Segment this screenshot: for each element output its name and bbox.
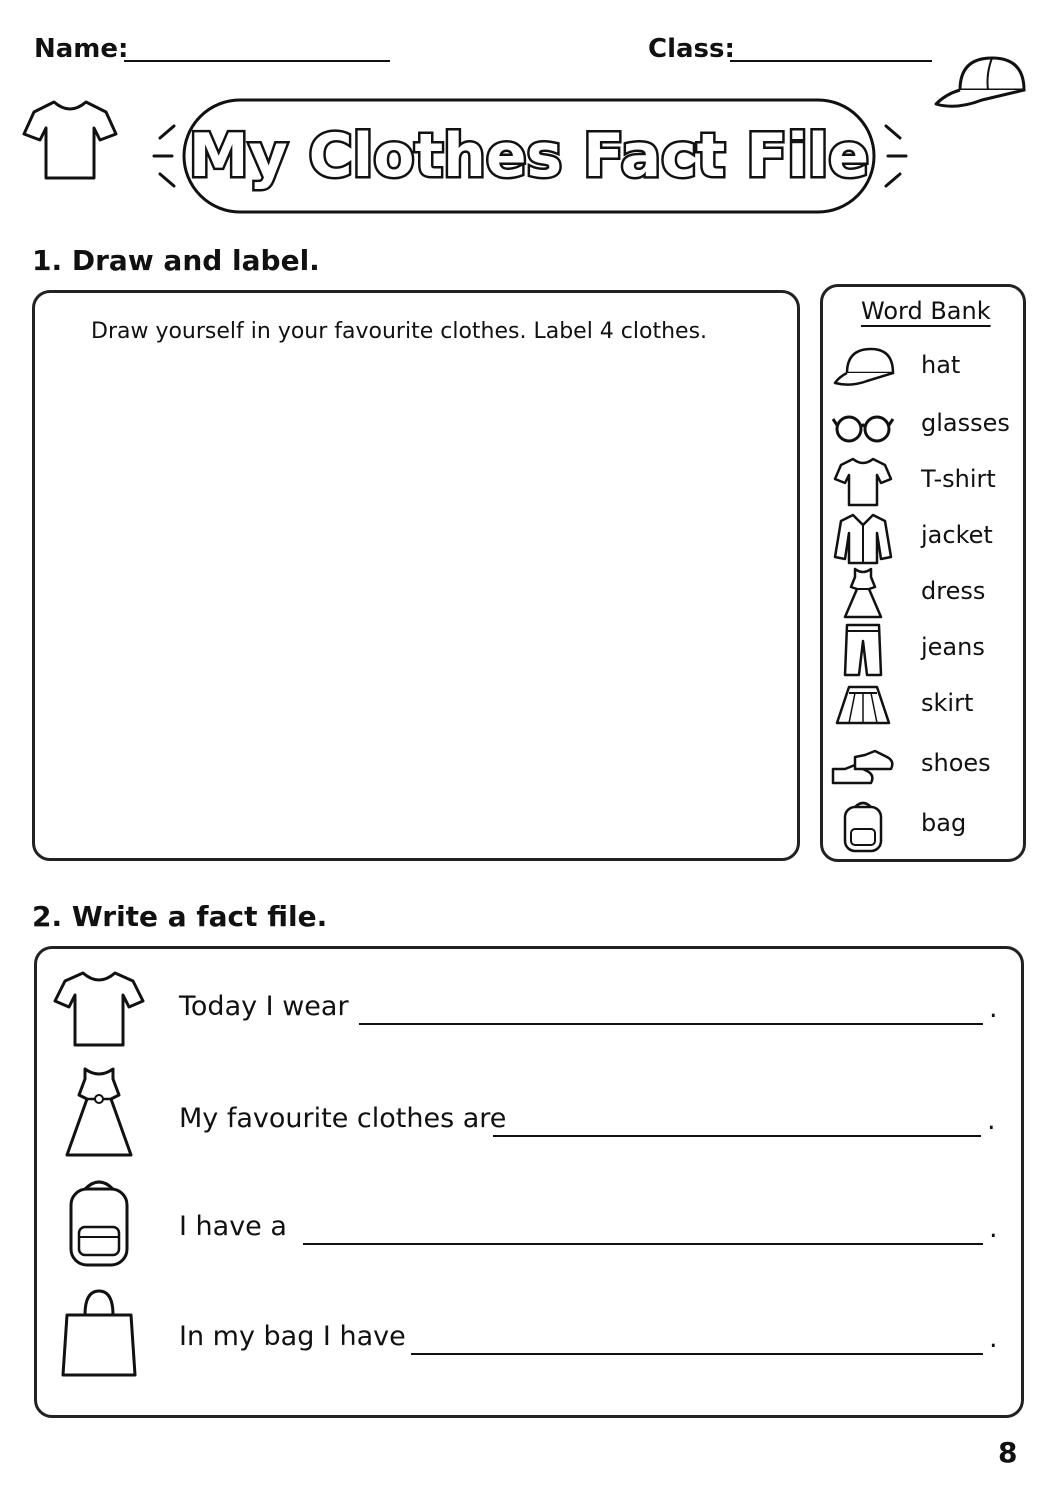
word-bank-word: shoes	[921, 749, 991, 777]
word-bank-item	[823, 455, 1023, 509]
fact-prompt: Today I wear	[179, 991, 349, 1022]
tote-bag-icon	[51, 1285, 147, 1381]
answer-line[interactable]	[411, 1353, 983, 1355]
title-text: My Clothes Fact File	[188, 121, 870, 191]
fact-file-box	[34, 946, 1024, 1418]
cap-icon	[930, 50, 1030, 114]
glasses-icon	[831, 399, 895, 453]
word-bank-word: dress	[921, 577, 986, 605]
word-bank-item	[823, 399, 1023, 453]
word-bank-word: bag	[921, 809, 967, 837]
name-label: Name:	[34, 34, 129, 64]
fact-row	[37, 1065, 1021, 1165]
word-bank-word: skirt	[921, 689, 974, 717]
drawing-instruction: Draw yourself in your favourite clothes. Label 4 clothes.	[91, 319, 708, 344]
dress-icon	[51, 1065, 147, 1161]
word-bank-word: jacket	[921, 521, 993, 549]
word-bank-item	[823, 799, 1023, 853]
shoes-icon	[831, 739, 895, 793]
page-number: 8	[998, 1436, 1018, 1469]
tshirt-icon	[20, 94, 120, 184]
fact-period: .	[989, 1213, 998, 1244]
word-bank-word: hat	[921, 351, 961, 379]
fact-prompt: My favourite clothes are	[179, 1103, 507, 1134]
answer-line[interactable]	[359, 1023, 983, 1025]
answer-line[interactable]	[493, 1135, 981, 1137]
fact-prompt: I have a	[179, 1211, 287, 1242]
drawing-area[interactable]	[32, 290, 800, 861]
word-bank-item	[823, 623, 1023, 677]
answer-line[interactable]	[303, 1243, 983, 1245]
section2-heading: 2. Write a fact file.	[32, 900, 328, 933]
fact-prompt: In my bag I have	[179, 1321, 406, 1352]
page-title	[150, 94, 910, 218]
jacket-icon	[831, 511, 895, 565]
section1-heading: 1. Draw and label.	[32, 244, 320, 277]
fact-row	[37, 1283, 1021, 1383]
fact-period: .	[989, 993, 998, 1024]
word-bank-word: jeans	[921, 633, 985, 661]
class-label: Class:	[648, 34, 735, 64]
fact-period: .	[989, 1323, 998, 1354]
backpack-icon	[51, 1175, 147, 1271]
tshirt-icon	[831, 455, 895, 509]
fact-row	[37, 1173, 1021, 1273]
name-field-line[interactable]	[124, 60, 390, 62]
fact-period: .	[987, 1105, 996, 1136]
word-bank-item	[823, 739, 1023, 793]
class-field-line[interactable]	[730, 60, 932, 62]
word-bank-word: glasses	[921, 409, 1010, 437]
word-bank-title: Word Bank	[861, 297, 991, 325]
word-bank-word: T-shirt	[921, 465, 996, 493]
word-bank-item	[823, 679, 1023, 733]
fact-row	[37, 963, 1021, 1063]
word-bank-item	[823, 511, 1023, 565]
word-bank-item	[823, 341, 1023, 395]
cap-icon	[831, 341, 895, 395]
dress-icon	[831, 567, 895, 621]
backpack-icon	[831, 799, 895, 853]
word-bank-item	[823, 567, 1023, 621]
skirt-icon	[831, 679, 895, 733]
tshirt-icon	[51, 965, 147, 1061]
word-bank	[820, 284, 1026, 862]
jeans-icon	[831, 623, 895, 677]
